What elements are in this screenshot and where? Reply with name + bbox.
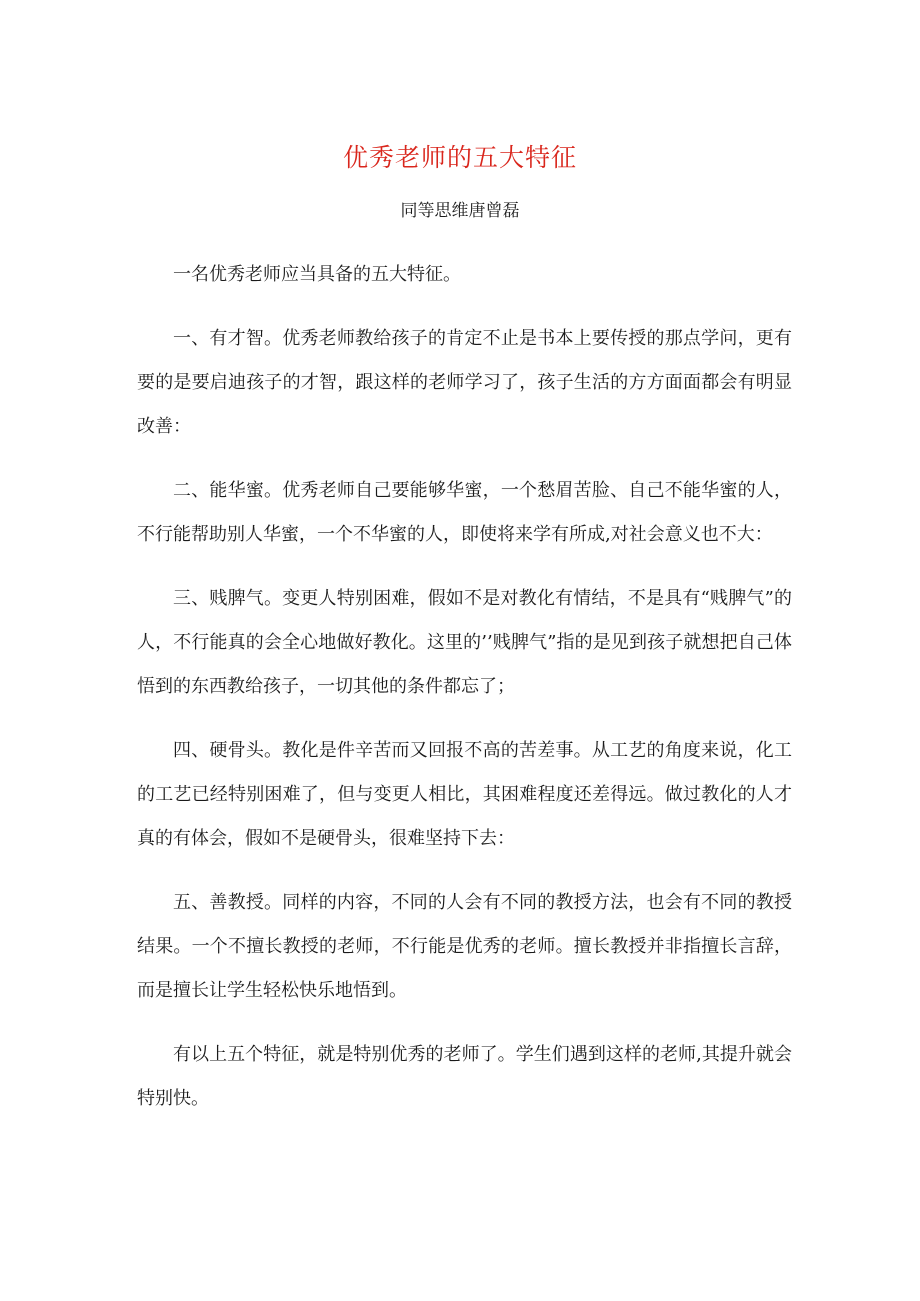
paragraph-5: 五、善教授。同样的内容，不同的人会有不同的教授方法，也会有不同的教授结果。一个不擅长教授的老师，不行能是优秀的老师。擅长教授并非指擅长言辞，而是擅长让学生轻松快乐地悟到。	[137, 892, 792, 1001]
document-body	[137, 253, 792, 1141]
paragraph-3: 三、贱脾气。变更人特别困难，假如不是对教化有情结，不是具有“贱脾气”的人，不行能真的会全心地做好教化。这里的’’贱脾气”指的是见到孩子就想把自己体悟到的东西教给孩子，一切其他的条件都忘了；	[137, 588, 792, 697]
paragraph-1: 一、有才智。优秀老师教给孩子的肯定不止是书本上要传授的那点学问，更有要的是要启迪孩子的才智，跟这样的老师学习了，孩子生活的方方面面都会有明显改善：	[137, 328, 792, 437]
document-author: 同等思维唐曾磊	[400, 201, 520, 221]
paragraph-conclusion: 有以上五个特征，就是特别优秀的老师了。学生们遇到这样的老师,其提升就会特别快。	[137, 1044, 792, 1109]
paragraph-intro: 一名优秀老师应当具备的五大特征。	[173, 264, 461, 285]
paragraph-4: 四、硬骨头。教化是件辛苦而又回报不高的苦差事。从工艺的角度来说，化工的工艺已经特别困难了，但与变更人相比，其困难程度还差得远。做过教化的人才真的有体会，假如不是硬骨头，很难坚持下去：	[137, 740, 792, 849]
paragraph-2: 二、能华蜜。优秀老师自己要能够华蜜，一个愁眉苦脸、自己不能华蜜的人，不行能帮助别人华蜜，一个不华蜜的人，即使将来学有所成,对社会意义也不大：	[137, 480, 792, 545]
document-title: 优秀老师的五大特征	[342, 143, 577, 172]
